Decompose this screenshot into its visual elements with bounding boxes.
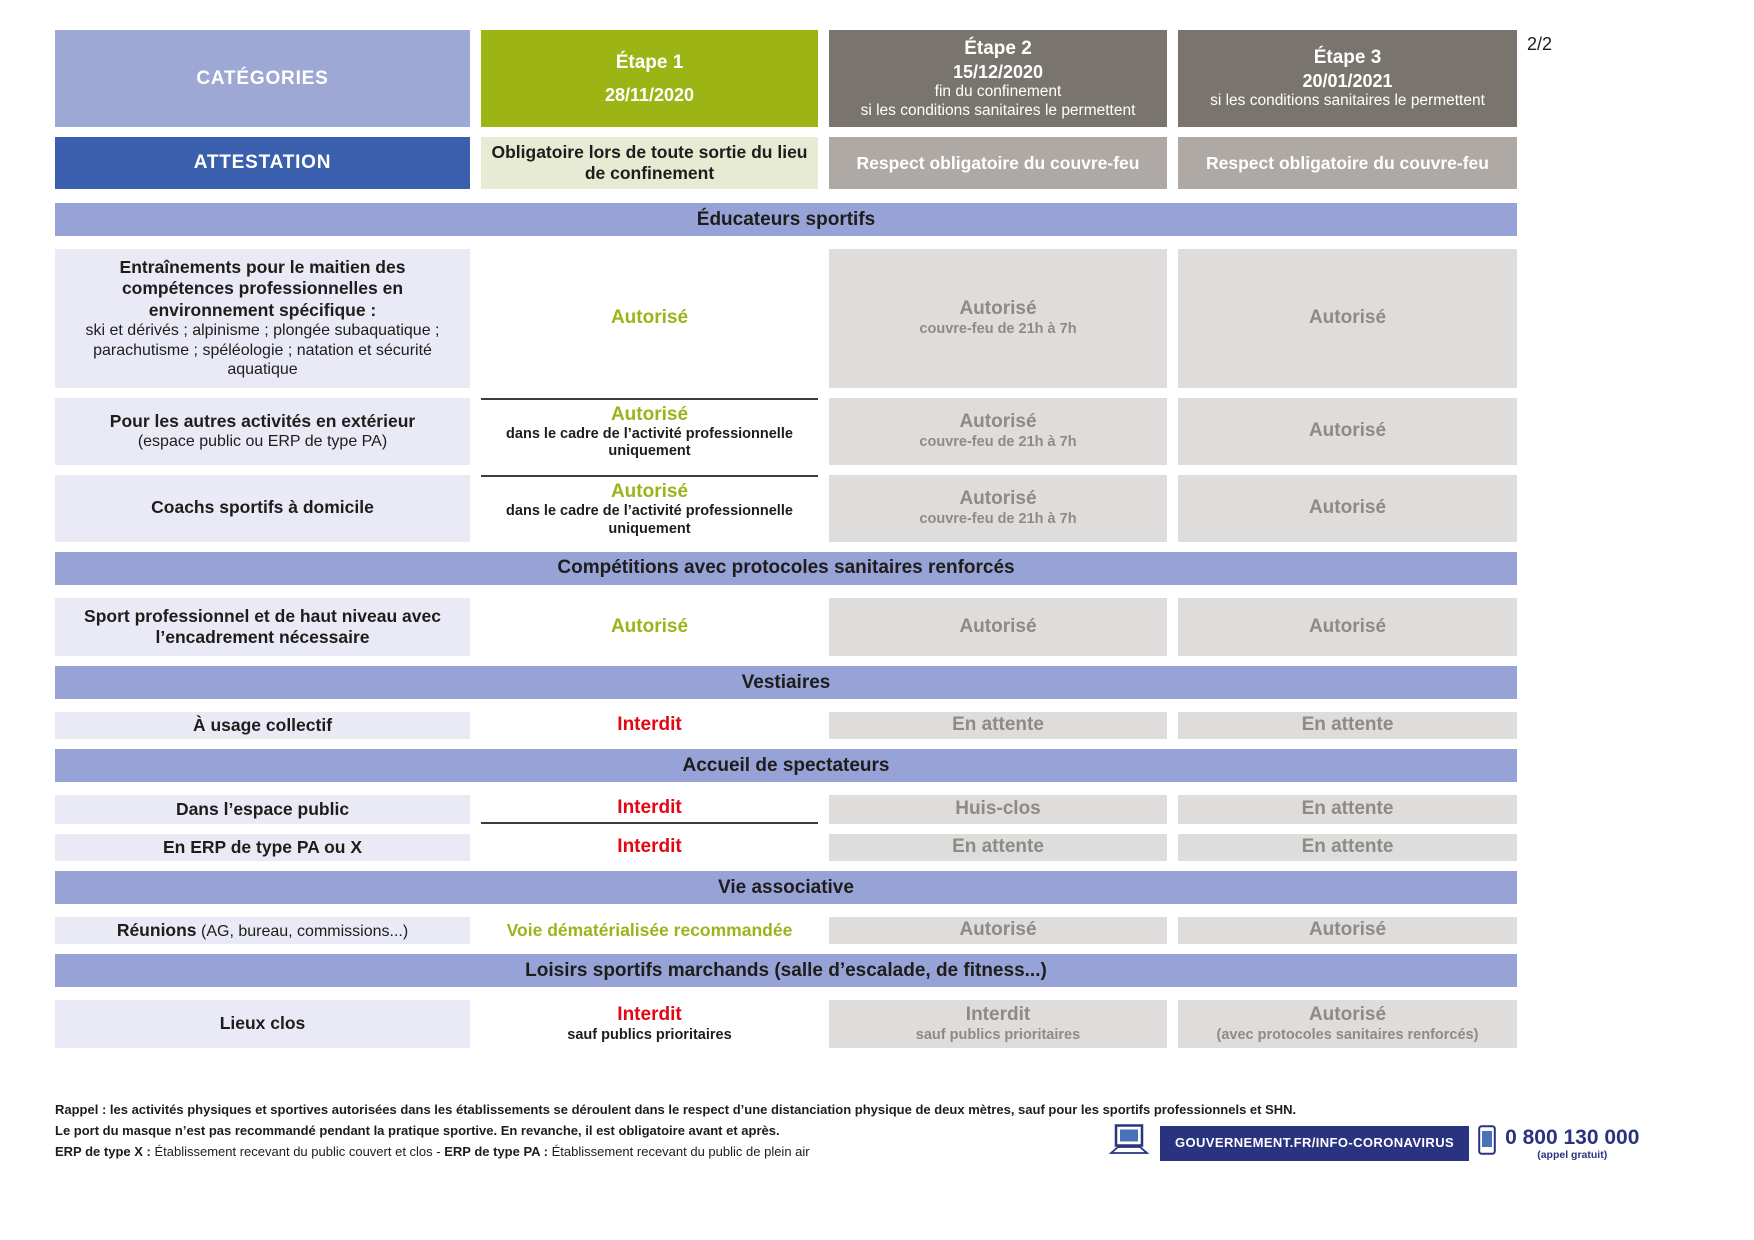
attestation-label: ATTESTATION: [193, 152, 332, 173]
status-subtext: couvre-feu de 21h à 7h: [919, 510, 1077, 527]
etape3-cell: [1178, 475, 1517, 542]
status-text: Autorisé: [959, 488, 1037, 510]
etape2-cell: [829, 917, 1167, 944]
attestation-etape2-cell: [829, 137, 1167, 189]
status-subtext: (avec protocoles sanitaires renforcés): [1216, 1026, 1479, 1043]
status-text: Autorisé: [1308, 496, 1387, 518]
attestation-etape1-text: Obligatoire lors de toute sortie du lieu de confinement: [491, 142, 808, 183]
category-subtitle: (espace public ou ERP de type PA): [137, 433, 388, 450]
category-cell: [55, 249, 470, 388]
status-text: Autorisé: [959, 411, 1037, 433]
page-number: 2/2: [1527, 34, 1553, 54]
status-text: Interdit: [617, 1004, 682, 1026]
status-subtext: sauf publics prioritaires: [567, 1026, 732, 1043]
section-title: Compétitions avec protocoles sanitaires renforcés: [557, 557, 1015, 579]
status-text: Interdit: [617, 836, 682, 858]
etape1-header: [481, 30, 818, 127]
category-cell: [55, 475, 470, 542]
status-text: Autorisé: [610, 403, 689, 425]
attestation-etape3-text: Respect obligatoire du couvre-feu: [1206, 152, 1489, 173]
etape2-cell: [829, 712, 1167, 739]
attestation-etape3-cell: [1178, 137, 1517, 189]
erp-pa-text: Établissement recevant du public de plein air: [548, 1143, 810, 1159]
category-title: En ERP de type PA ou X: [162, 836, 363, 857]
section-vie-associative: [55, 871, 1517, 904]
category-title: Lieux clos: [219, 1013, 306, 1034]
status-text: Autorisé: [610, 480, 689, 502]
etape2-cell: [829, 834, 1167, 861]
category-title: Pour les autres activités en extérieur: [109, 410, 416, 431]
section-title: Loisirs sportifs marchands (salle d’escalade, de fitness...): [525, 959, 1047, 981]
status-text: En attente: [952, 836, 1044, 858]
etape1-cell: [481, 1000, 818, 1048]
category-title: Coachs sportifs à domicile: [151, 497, 374, 518]
row-lieux-clos: [55, 1000, 1754, 1048]
row-sport-professionnel: [55, 598, 1754, 657]
etape2-cell: [829, 598, 1167, 657]
row-coachs-domicile: [55, 475, 1754, 542]
section-title: Accueil de spectateurs: [682, 754, 890, 776]
status-subtext: couvre-feu de 21h à 7h: [919, 321, 1077, 338]
etape1-cell: [481, 712, 818, 739]
etape2-cell: [829, 475, 1167, 542]
status-text: Autorisé: [610, 615, 689, 637]
status-text: En attente: [1301, 798, 1394, 820]
etape3-cell: [1178, 1000, 1517, 1048]
section-title: Vestiaires: [741, 671, 831, 693]
etape2-header: [829, 30, 1167, 127]
erp-x-text: Établissement recevant du public couvert et clos -: [150, 1143, 445, 1159]
etape1-cell: [481, 795, 818, 824]
status-subtext: couvre-feu de 21h à 7h: [919, 433, 1077, 450]
etape1-cell: [481, 834, 818, 861]
category-title: À usage collectif: [192, 715, 333, 736]
erp-x-label: ERP de type X :: [55, 1143, 151, 1159]
row-usage-collectif: [55, 712, 1754, 739]
etape2-cell: [829, 1000, 1167, 1048]
status-text: En attente: [1301, 836, 1394, 858]
status-text: Autorisé: [959, 298, 1037, 320]
etape1-cell: [481, 398, 818, 465]
status-text: Autorisé: [1308, 306, 1387, 328]
phone-number: 0 800 130 000: [1505, 1125, 1640, 1149]
status-text: Autorisé: [959, 615, 1037, 637]
attestation-label-cell: [55, 137, 470, 189]
phone-note: (appel gratuit): [1537, 1148, 1608, 1161]
footer-logos: [1107, 1124, 1639, 1163]
section-competitions: [55, 552, 1517, 585]
attestation-etape1-cell: [481, 137, 818, 189]
etape3-cell: [1178, 834, 1517, 861]
row-erp-pa-x: [55, 834, 1754, 861]
etape3-header: [1178, 30, 1517, 127]
status-text: Voie dématérialisée recommandée: [506, 920, 793, 941]
row-espace-public: [55, 795, 1754, 824]
categories-header: [55, 30, 470, 127]
row-reunions: [55, 917, 1754, 944]
table-header-row: [55, 30, 1754, 127]
laptop-icon: [1107, 1124, 1151, 1163]
category-subtitle: (AG, bureau, commissions...): [196, 922, 409, 940]
section-title: Vie associative: [718, 876, 854, 898]
status-text: Autorisé: [610, 306, 689, 328]
section-accueil-spectateurs: [55, 749, 1517, 782]
etape3-title: Étape 3: [1313, 47, 1382, 69]
etape2-cell: [829, 795, 1167, 824]
status-text: Autorisé: [959, 919, 1037, 941]
status-text: Interdit: [965, 1004, 1031, 1026]
etape1-cell: [481, 249, 818, 388]
etape2-date: 15/12/2020: [952, 61, 1044, 82]
section-educateurs-sportifs: [55, 203, 1517, 236]
category-cell: [55, 834, 470, 861]
row-autres-activites-exterieur: [55, 398, 1754, 465]
category-cell: [55, 712, 470, 739]
status-text: En attente: [952, 714, 1044, 736]
etape3-cell: [1178, 249, 1517, 388]
etape1-cell: [481, 475, 818, 542]
etape3-cell: [1178, 712, 1517, 739]
attestation-etape2-text: Respect obligatoire du couvre-feu: [856, 152, 1140, 173]
category-cell: [55, 917, 470, 944]
status-text: Interdit: [617, 714, 682, 736]
section-loisirs-marchands: [55, 954, 1517, 987]
section-title: Éducateurs sportifs: [696, 208, 876, 230]
etape1-cell: [481, 598, 818, 657]
footer-line-rappel: Rappel : les activités physiques et sportives autorisées dans les établissements se déroulent dans le respect d’une distanciation physique de deux mètres, sauf pour les sportifs professionnels et SHN.: [55, 1102, 1297, 1118]
category-title: Entraînements pour le maitien des compétences professionnelles en environnement spécifique :: [119, 257, 406, 320]
category-cell: [55, 795, 470, 824]
status-text: Autorisé: [1308, 615, 1387, 637]
status-text: Huis-clos: [955, 798, 1041, 820]
category-cell: [55, 398, 470, 465]
category-title: Réunions: [116, 919, 197, 940]
category-cell: [55, 1000, 470, 1048]
etape3-note1: si les conditions sanitaires le permettent: [1210, 92, 1485, 110]
status-subtext: dans le cadre de l’activité professionnelle uniquement: [506, 503, 793, 537]
etape2-title: Étape 2: [964, 38, 1032, 60]
categories-label: CATÉGORIES: [196, 67, 329, 89]
status-subtext: sauf publics prioritaires: [915, 1026, 1081, 1043]
etape3-cell: [1178, 917, 1517, 944]
etape2-cell: [829, 249, 1167, 388]
etape1-date: 28/11/2020: [604, 84, 695, 105]
etape1-title: Étape 1: [615, 51, 684, 73]
category-title: Dans l’espace public: [175, 799, 350, 820]
status-text: En attente: [1301, 714, 1394, 736]
etape3-date: 20/01/2021: [1302, 70, 1393, 91]
category-cell: [55, 598, 470, 657]
status-text: Autorisé: [1308, 919, 1387, 941]
section-vestiaires: [55, 666, 1517, 699]
footer-line-masque: Le port du masque n’est pas recommandé pendant la pratique sportive. En revanche, il est obligatoire avant et après.: [55, 1122, 780, 1138]
status-text: Autorisé: [1308, 419, 1387, 441]
erp-pa-label: ERP de type PA :: [444, 1143, 549, 1159]
row-entrainements: [55, 249, 1754, 388]
category-title: Sport professionnel et de haut niveau avec l’encadrement nécessaire: [84, 605, 441, 647]
phone-block: [1505, 1127, 1639, 1161]
attestation-row: [55, 137, 1754, 189]
gouvernement-banner: GOUVERNEMENT.FR/INFO-CORONAVIRUS: [1160, 1126, 1469, 1161]
footer: [55, 1100, 1745, 1162]
etape3-cell: [1178, 598, 1517, 657]
etape3-cell: [1178, 795, 1517, 824]
status-text: Autorisé: [1308, 1004, 1387, 1026]
etape3-cell: [1178, 398, 1517, 465]
status-text: Interdit: [617, 797, 682, 819]
status-subtext: dans le cadre de l’activité professionnelle uniquement: [506, 426, 793, 460]
etape2-cell: [829, 398, 1167, 465]
smartphone-icon: [1478, 1125, 1496, 1162]
etape2-note1: fin du confinement: [934, 83, 1062, 101]
etape2-note2: si les conditions sanitaires le permettent: [860, 101, 1136, 119]
category-subtitle: ski et dérivés ; alpinisme ; plongée subaquatique ; parachutisme ; spéléologie ; natation et sécurité aquatique: [85, 322, 440, 379]
etape1-cell: [481, 917, 818, 944]
